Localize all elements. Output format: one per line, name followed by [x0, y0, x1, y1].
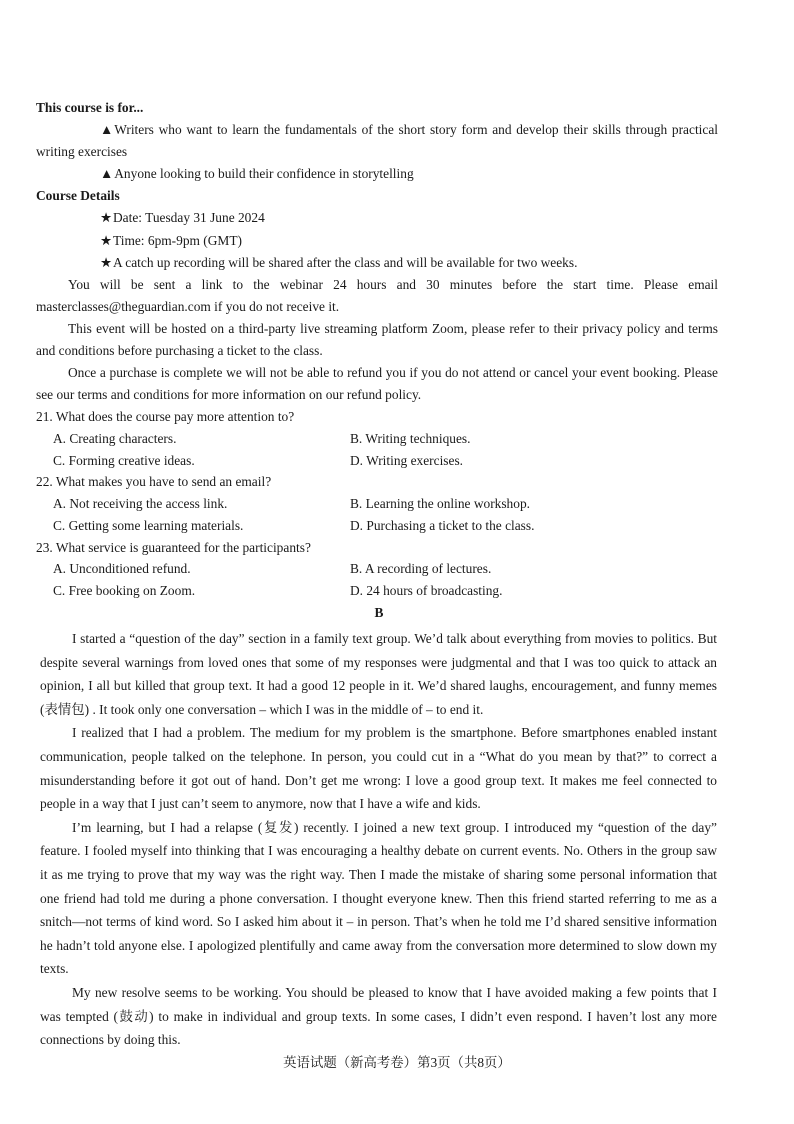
option-b: B. Learning the online workshop.: [350, 496, 530, 512]
option-a: A. Not receiving the access link.: [53, 496, 228, 512]
triangle-bullet-icon: ▲: [100, 166, 114, 182]
course-for-heading: This course is for...: [36, 100, 144, 115]
audience-item: ▲Writers who want to learn the fundamentals of the short story form and develop their skills through practical writing exercises: [36, 119, 718, 163]
question-21: [36, 406, 718, 471]
option-a: A. Creating characters.: [53, 431, 177, 447]
detail-item-recording: ★A catch up recording will be shared after the class and will be available for two weeks.: [36, 252, 718, 274]
course-details-heading: Course Details: [36, 188, 120, 204]
option-c: C. Free booking on Zoom.: [53, 582, 196, 598]
page-footer: 英语试题（新高考卷）第3页（共8页）: [283, 1055, 511, 1070]
question-stem: 23. What service is guaranteed for the participants?: [36, 539, 311, 555]
star-bullet-icon: ★: [100, 254, 113, 270]
option-b: B. A recording of lectures.: [350, 561, 492, 577]
passage-paragraph: I started a “question of the day” section in a family text group. We’d talk about everything from movies to politics. But despite several warnings from loved ones that some of my responses were judgmental and that I was too quick to attack an opinion, I all but killed that group text. It had a good 12 people in it. We’d shared laughs, encouragement, and funny memes (表情包) . It took only one conversation – which I was in the middle of – to end it.: [40, 631, 717, 717]
question-options: [36, 428, 718, 471]
details-paragraph-link: You will be sent a link to the webinar 24 hours and 30 minutes before the start time. Please email masterclasses@theguardian.com if you do not receive it.: [36, 276, 718, 314]
details-paragraph-refund: Once a purchase is complete we will not be able to refund you if you do not attend or cancel your event booking. Please see our terms and conditions for more information on our refund policy.: [36, 365, 718, 403]
question-22: [36, 471, 718, 536]
option-d: D. 24 hours of broadcasting.: [350, 582, 503, 598]
option-d: D. Writing exercises.: [350, 452, 464, 468]
question-stem: 21. What does the course pay more attention to?: [36, 409, 295, 425]
option-a: A. Unconditioned refund.: [53, 561, 191, 577]
option-c: C. Forming creative ideas.: [53, 452, 195, 468]
audience-item: ▲Anyone looking to build their confidence in storytelling: [36, 163, 718, 185]
option-b: B. Writing techniques.: [350, 431, 471, 447]
details-paragraph-zoom: This event will be hosted on a third-party live streaming platform Zoom, please refer to their privacy policy and terms and conditions before purchasing a ticket to the class.: [36, 320, 718, 359]
detail-item-time: ★Time: 6pm-9pm (GMT): [36, 230, 718, 252]
exam-page-top: [36, 97, 718, 624]
section-b-label: B: [374, 604, 384, 620]
star-bullet-icon: ★: [100, 232, 113, 248]
question-stem: 22. What makes you have to send an email?: [36, 474, 272, 490]
option-d: D. Purchasing a ticket to the class.: [350, 517, 535, 533]
question-23: [36, 537, 718, 602]
passage-paragraph: My new resolve seems to be working. You should be pleased to know that I have avoided making a few points that I was tempted (鼓动) to make in individual and group texts. In some cases, I didn’t even respond. I haven’t lost any more connections by doing this.: [40, 984, 717, 1048]
question-options: [36, 558, 718, 601]
passage-paragraph: I’m learning, but I had a relapse (复发) recently. I joined a new text group. I introduced my “question of the day” feature. I fooled myself into thinking that I was encouraging a healthy debate on current events. No. Others in the group saw it as me trying to prove that my way was the right way. Then I made the mistake of sharing some personal information that one friend had told me during a phone conversation. I thought everyone knew. Then this friend started referring to me as a snitch—not terms of kind word. So I asked him about it – in person. That’s when he told me I’d shared sensitive information he hadn’t told anyone else. I apologized plentifully and came away from the conversation more determined to slow down my texts.: [40, 819, 717, 977]
passage-paragraph: I realized that I had a problem. The medium for my problem is the smartphone. Before smartphones enabled instant communication, people talked on the telephone. In person, you could cut in a “What do you mean by that?” to correct a misunderstanding before it got out of hand. Don’t get me wrong: I love a good group text. It makes me feel connected to people in a way that I just can’t seem to anymore, now that I have a wife and kids.: [40, 725, 717, 812]
passage-b: [40, 627, 717, 1052]
star-bullet-icon: ★: [100, 210, 113, 226]
option-c: C. Getting some learning materials.: [53, 517, 244, 533]
detail-item-date: ★Date: Tuesday 31 June 2024: [36, 207, 718, 229]
question-options: [36, 493, 718, 536]
triangle-bullet-icon: ▲: [100, 122, 114, 138]
